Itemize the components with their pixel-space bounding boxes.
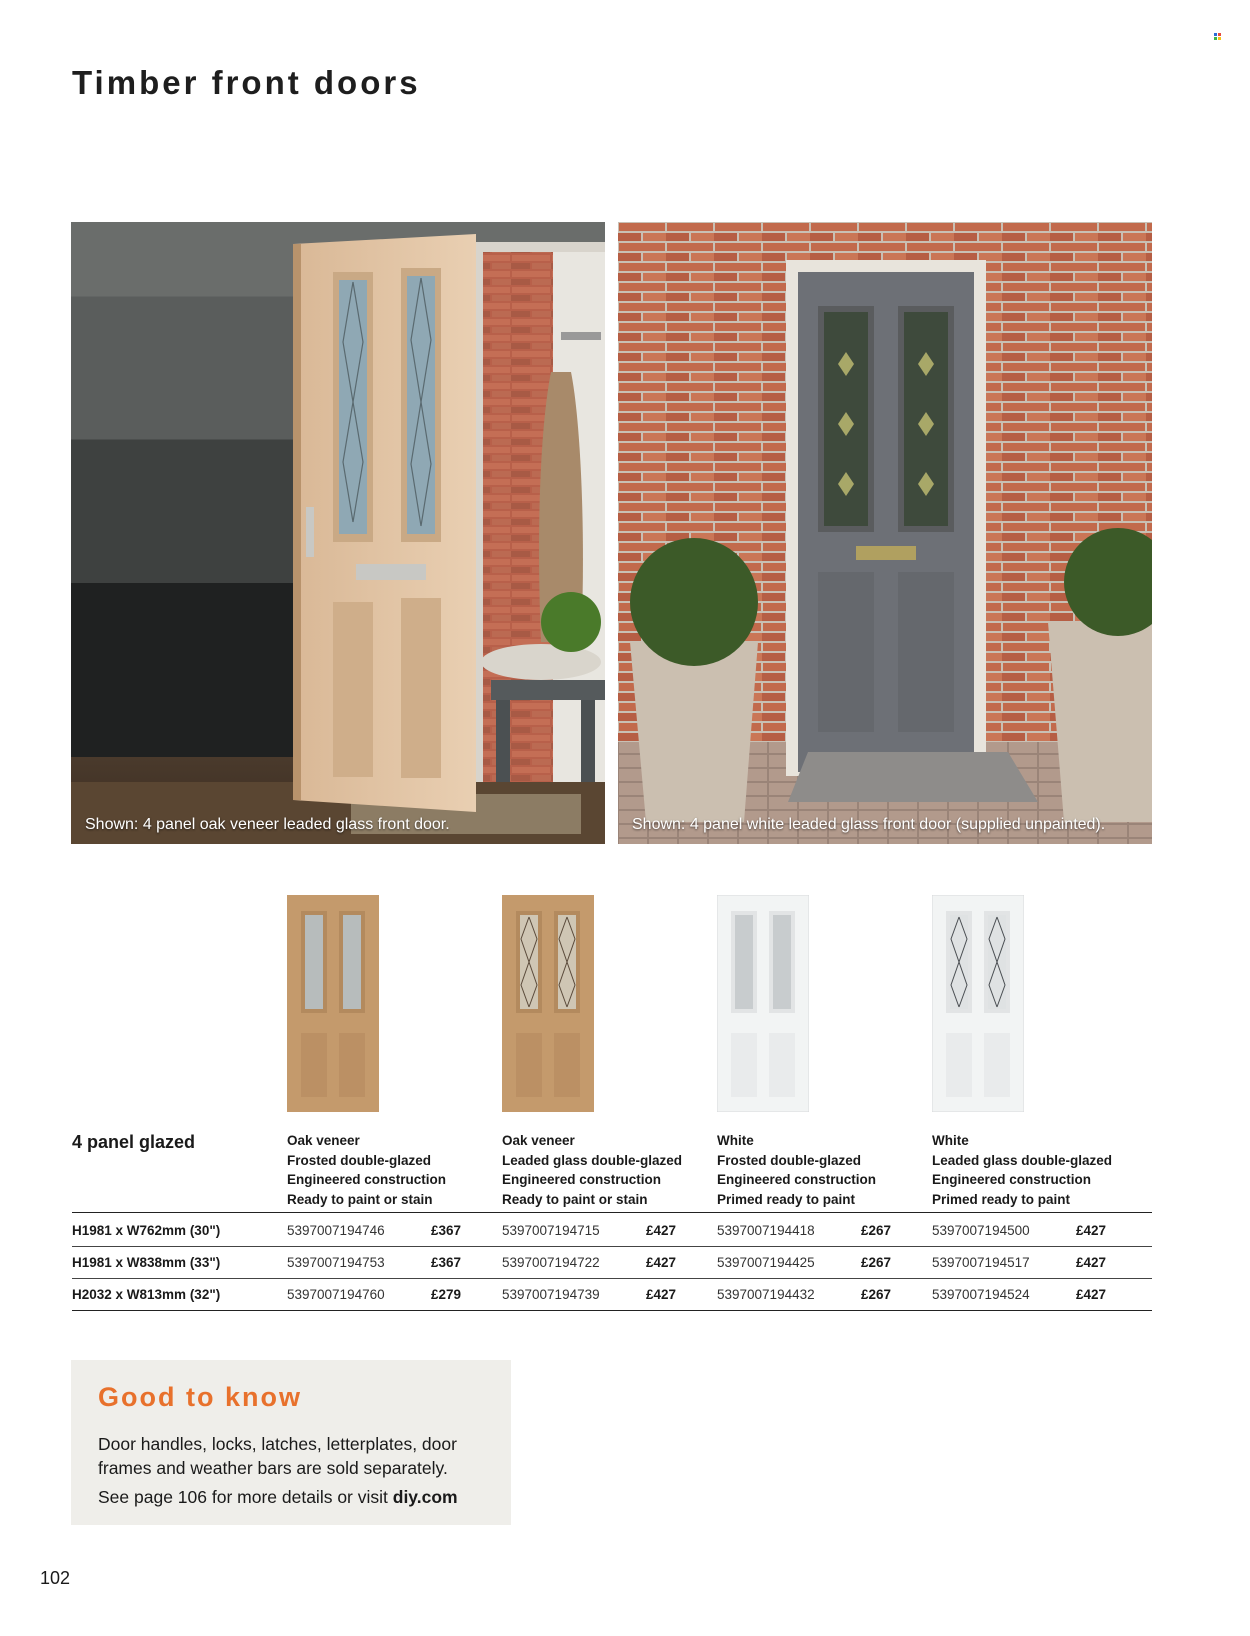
spec-line: Frosted double-glazed <box>717 1152 862 1168</box>
photo-white-door <box>618 222 1152 844</box>
price: £367 <box>431 1255 462 1270</box>
good-to-know-text <box>98 1485 498 1509</box>
spec-line: White <box>932 1133 969 1148</box>
spec-line: Oak veneer <box>287 1133 360 1148</box>
spec-line: Primed ready to paint <box>932 1191 1071 1207</box>
size-label: H1981 x W838mm (33") <box>72 1255 221 1270</box>
ean-code: 5397007194753 <box>287 1255 385 1270</box>
brand-mark-icon <box>1214 33 1222 41</box>
spec-line: Oak veneer <box>502 1133 575 1148</box>
table-row <box>72 1214 1152 1246</box>
ean-code: 5397007194722 <box>502 1255 600 1270</box>
spec-line: White <box>717 1133 754 1148</box>
door-thumb-oak-frosted <box>287 895 379 1112</box>
size-label: H2032 x W813mm (32") <box>72 1287 221 1302</box>
product-specs <box>717 1131 876 1209</box>
price: £267 <box>861 1287 892 1302</box>
ean-code: 5397007194418 <box>717 1223 815 1238</box>
spec-line: Engineered construction <box>502 1172 662 1187</box>
ean-code: 5397007194432 <box>717 1287 815 1302</box>
good-to-know-see-page: See page 106 for more details or visit <box>98 1487 393 1507</box>
good-to-know-body <box>98 1432 498 1509</box>
table-row <box>72 1278 1152 1310</box>
spec-line: Ready to paint or stain <box>287 1191 433 1207</box>
photo-caption: Shown: 4 panel white leaded glass front door (supplied unpainted). <box>632 816 1106 833</box>
table-row <box>72 1246 1152 1278</box>
range-name: 4 panel glazed <box>72 1132 196 1152</box>
product-specs <box>287 1131 446 1209</box>
table-divider <box>72 1212 1152 1213</box>
ean-code: 5397007194425 <box>717 1255 815 1270</box>
door-thumb-oak-leaded <box>502 895 594 1112</box>
good-to-know-title: Good to know <box>98 1382 302 1412</box>
price: £427 <box>1076 1223 1107 1238</box>
product-specs <box>932 1131 1112 1209</box>
good-to-know-box <box>71 1360 511 1525</box>
door-thumb-white-leaded <box>932 895 1024 1112</box>
spec-line: Engineered construction <box>287 1172 447 1187</box>
price: £427 <box>1076 1255 1107 1270</box>
size-label: H1981 x W762mm (30") <box>72 1223 221 1238</box>
price: £427 <box>1076 1287 1107 1302</box>
ean-code: 5397007194500 <box>932 1223 1030 1238</box>
door-thumb-white-frosted <box>717 895 809 1112</box>
good-to-know-text: Door handles, locks, latches, letterplates, door frames and weather bars are sold separately. <box>98 1434 457 1478</box>
spec-line: Leaded glass double-glazed <box>502 1152 683 1168</box>
table-divider <box>72 1310 1152 1311</box>
product-specs <box>502 1131 682 1209</box>
price: £267 <box>861 1255 892 1270</box>
spec-line: Frosted double-glazed <box>287 1152 432 1168</box>
price: £427 <box>646 1287 677 1302</box>
ean-code: 5397007194517 <box>932 1255 1030 1270</box>
ean-code: 5397007194746 <box>287 1223 385 1238</box>
spec-line: Leaded glass double-glazed <box>932 1152 1113 1168</box>
page-number: 102 <box>40 1568 71 1588</box>
ean-code: 5397007194715 <box>502 1223 600 1238</box>
spec-line: Engineered construction <box>932 1172 1092 1187</box>
photo-caption: Shown: 4 panel oak veneer leaded glass front door. <box>85 816 450 833</box>
ean-code: 5397007194739 <box>502 1287 600 1302</box>
ean-code: 5397007194524 <box>932 1287 1030 1302</box>
price: £427 <box>646 1223 677 1238</box>
ean-code: 5397007194760 <box>287 1287 385 1302</box>
spec-line: Ready to paint or stain <box>502 1191 648 1207</box>
price: £427 <box>646 1255 677 1270</box>
price: £279 <box>431 1287 462 1302</box>
photo-oak-door <box>71 222 605 844</box>
spec-line: Engineered construction <box>717 1172 877 1187</box>
diy-link[interactable]: diy.com <box>392 1487 458 1507</box>
price: £367 <box>431 1223 462 1238</box>
page-title: Timber front doors <box>72 64 421 101</box>
price: £267 <box>861 1223 892 1238</box>
spec-line: Primed ready to paint <box>717 1191 856 1207</box>
